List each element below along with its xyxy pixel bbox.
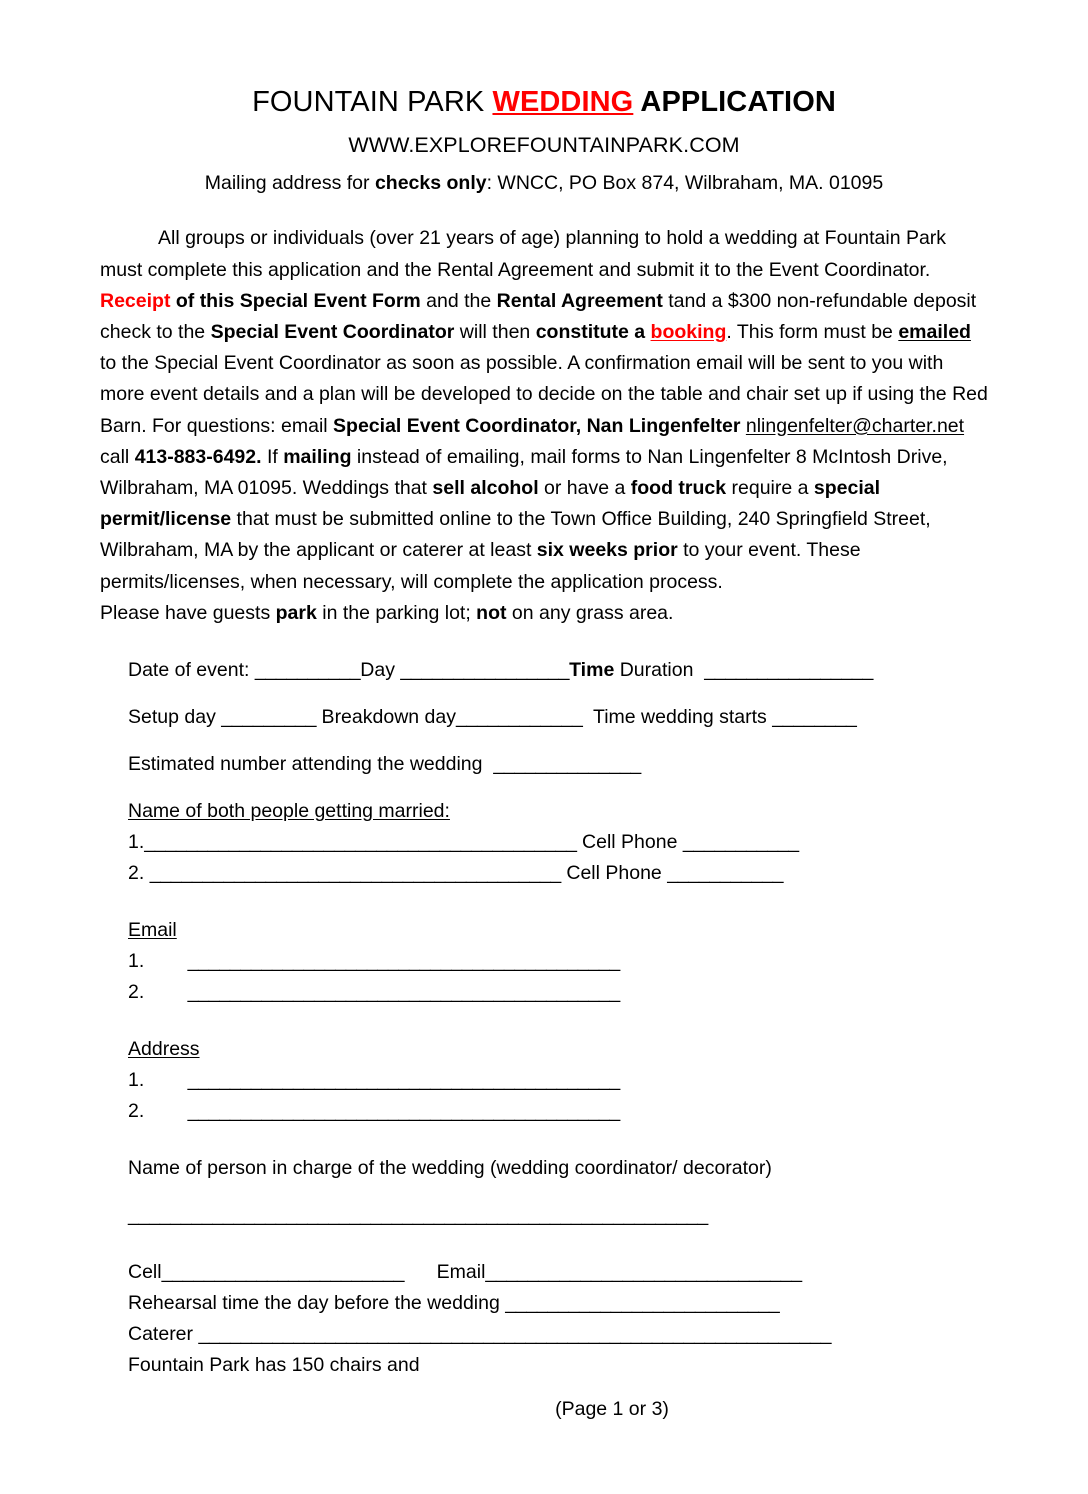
coordinator-phone: 413-883-6492. bbox=[134, 445, 262, 468]
field-date-of-event[interactable] bbox=[128, 655, 1008, 686]
para-s1: All groups or individuals (over 21 years of age) planning to hold a wedding at Fountain Park must complete this application and the Rental Agreement and submit it to the Event Coordinator. bbox=[100, 227, 947, 281]
day-blank[interactable]: ________________ bbox=[400, 658, 570, 681]
para-s8: will then bbox=[454, 320, 536, 343]
cell-phone-1-blank[interactable]: ___________ bbox=[682, 830, 799, 853]
page-title bbox=[0, 86, 1088, 119]
setup-day-label: Setup day bbox=[128, 705, 222, 728]
coordinator-email-link[interactable]: nlingenfelter@charter.net bbox=[745, 414, 965, 437]
email-row-1[interactable] bbox=[128, 946, 1008, 977]
estimated-attendance-label: Estimated number attending the wedding bbox=[128, 752, 494, 775]
email-heading: Email bbox=[128, 918, 177, 941]
title-part-1: FOUNTAIN PARK bbox=[252, 86, 493, 118]
mailing-address-line bbox=[0, 172, 1088, 195]
married-name-row-2[interactable] bbox=[128, 858, 1008, 889]
date-of-event-blank[interactable]: __________ bbox=[254, 658, 361, 681]
para-s20: If bbox=[261, 445, 284, 468]
page-footer bbox=[0, 1398, 1088, 1421]
spacer bbox=[128, 686, 1008, 702]
cell-phone-1-label: Cell Phone bbox=[576, 830, 683, 853]
address-row-1[interactable] bbox=[128, 1065, 1008, 1096]
title-highlight-wedding: WEDDING bbox=[492, 86, 634, 118]
married-name-1-blank[interactable]: _________________________________________ bbox=[144, 830, 577, 853]
row-number: 2. bbox=[128, 1099, 145, 1122]
duration-label: Duration bbox=[614, 658, 705, 681]
para-s6: tand a $300 non-refundable deposit check to the bbox=[100, 289, 977, 343]
email-1-blank[interactable]: _________________________________________ bbox=[187, 949, 620, 972]
para-not-bold: not bbox=[476, 601, 507, 624]
para-s22: instead of emailing, mail forms to Nan Lingenfelter 8 McIntosh Drive, Wilbraham, MA 01095. Weddings that bbox=[100, 445, 948, 499]
row-number: 2. bbox=[128, 980, 145, 1003]
para-s35: on any grass area. bbox=[506, 601, 674, 624]
row-number: 2. bbox=[128, 861, 150, 884]
address-heading: Address bbox=[128, 1037, 200, 1060]
para-emailed-underline: emailed bbox=[898, 320, 971, 343]
row-indent bbox=[144, 950, 187, 972]
row-number: 1. bbox=[128, 1068, 145, 1091]
para-constitute-a: constitute a bbox=[535, 320, 651, 343]
caterer-label: Caterer bbox=[128, 1322, 199, 1345]
email-row-2[interactable] bbox=[128, 977, 1008, 1008]
para-s30: to your event. These permits/licenses, when necessary, will complete the application process. bbox=[100, 539, 861, 593]
row-indent bbox=[144, 1069, 187, 1091]
field-person-in-charge-blank[interactable] bbox=[128, 1200, 1008, 1231]
para-s4: and the bbox=[420, 289, 497, 312]
para-special-event-form: of this Special Event Form bbox=[170, 289, 421, 312]
para-s14: email bbox=[281, 414, 334, 437]
breakdown-day-blank[interactable]: ____________ bbox=[455, 705, 583, 728]
para-s26: require a bbox=[726, 476, 814, 499]
spacer bbox=[128, 1008, 1008, 1034]
line-gap bbox=[404, 1261, 437, 1283]
mailing-bold-checks-only: checks only bbox=[374, 172, 487, 195]
mailing-prefix: Mailing address for bbox=[204, 172, 375, 195]
para-s18: call bbox=[100, 445, 135, 468]
day-label: Day bbox=[360, 658, 401, 681]
para-s13: to the Special Event Coordinator as soon as possible. A confirmation email will be sent to you with more event details and a plan will be developed to decide on the table and chair set up if using the Red Barn. For questions: bbox=[100, 352, 988, 437]
married-name-row-1[interactable] bbox=[128, 827, 1008, 858]
spacer bbox=[128, 733, 1008, 749]
duration-blank[interactable]: ________________ bbox=[704, 658, 873, 681]
spacer bbox=[128, 780, 1008, 796]
para-rental-agreement: Rental Agreement bbox=[496, 289, 663, 312]
married-names-heading: Name of both people getting married: bbox=[128, 799, 450, 822]
section-email bbox=[128, 915, 1008, 1008]
spacer bbox=[128, 1231, 1008, 1257]
estimated-attendance-blank[interactable]: ______________ bbox=[493, 752, 641, 775]
row-number: 1. bbox=[128, 949, 145, 972]
mailing-suffix: : WNCC, PO Box 874, Wilbraham, MA. 01095 bbox=[486, 172, 884, 195]
person-in-charge-label: Name of person in charge of the wedding (wedding coordinator/ decorator) bbox=[128, 1156, 772, 1179]
spacer bbox=[128, 629, 1008, 655]
para-park-bold: park bbox=[275, 601, 317, 624]
para-booking-red-underline: booking bbox=[650, 320, 727, 343]
coordinator-email-blank[interactable]: ______________________________ bbox=[485, 1260, 802, 1283]
field-setup-breakdown[interactable] bbox=[128, 702, 1008, 733]
section-address bbox=[128, 1034, 1008, 1127]
row-indent bbox=[144, 981, 187, 1003]
cell-phone-2-blank[interactable]: ___________ bbox=[667, 861, 784, 884]
field-estimated-attendance[interactable] bbox=[128, 749, 1008, 780]
cell-phone-2-label: Cell Phone bbox=[560, 861, 668, 884]
para-coordinator-name: Special Event Coordinator, Nan Lingenfelter bbox=[333, 414, 741, 437]
para-special-event-coordinator: Special Event Coordinator bbox=[210, 320, 455, 343]
time-label: Time bbox=[569, 658, 615, 681]
coordinator-cell-blank[interactable]: _______________________ bbox=[161, 1260, 405, 1283]
address-row-2[interactable] bbox=[128, 1096, 1008, 1127]
time-wedding-starts-label: Time wedding starts bbox=[582, 705, 773, 728]
website-line: WWW.EXPLOREFOUNTAINPARK.COM bbox=[348, 133, 740, 158]
para-mailing-bold: mailing bbox=[283, 445, 352, 468]
field-rehearsal-time[interactable] bbox=[128, 1288, 1008, 1319]
email-2-blank[interactable]: _________________________________________ bbox=[187, 980, 620, 1003]
instructions-paragraph bbox=[0, 223, 1088, 629]
person-in-charge-blank[interactable]: _______________________________________________________ bbox=[128, 1203, 708, 1226]
para-s31: Please have guests bbox=[100, 601, 276, 624]
title-part-2: APPLICATION bbox=[633, 86, 836, 118]
rehearsal-time-label: Rehearsal time the day before the wedding bbox=[128, 1291, 506, 1314]
application-form bbox=[0, 629, 1088, 1381]
time-wedding-starts-blank[interactable]: ________ bbox=[772, 705, 857, 728]
para-sell-alcohol: sell alcohol bbox=[432, 476, 539, 499]
coordinator-email-label: Email bbox=[436, 1260, 486, 1283]
para-receipt-red: Receipt bbox=[100, 289, 171, 312]
row-number: 1. bbox=[128, 830, 145, 853]
para-s28: that must be submitted online to the Town Office Building, 240 Springfield Street, Wilbraham, MA by the applicant or caterer at least bbox=[100, 508, 931, 562]
setup-day-blank[interactable]: _________ bbox=[221, 705, 317, 728]
breakdown-day-label: Breakdown day bbox=[316, 705, 456, 728]
coordinator-cell-label: Cell bbox=[128, 1260, 162, 1283]
row-indent bbox=[144, 1100, 187, 1122]
para-six-weeks-prior: six weeks prior bbox=[536, 539, 678, 562]
document-page bbox=[0, 86, 1088, 1494]
chairs-note: Fountain Park has 150 chairs and bbox=[128, 1353, 420, 1376]
field-coordinator-cell-email[interactable] bbox=[128, 1257, 1008, 1288]
para-s24: or have a bbox=[538, 476, 631, 499]
spacer bbox=[128, 1184, 1008, 1200]
para-s33: in the parking lot; bbox=[316, 601, 477, 624]
rehearsal-time-blank[interactable]: __________________________ bbox=[505, 1291, 780, 1314]
spacer bbox=[128, 889, 1008, 915]
married-name-2-blank[interactable]: _______________________________________ bbox=[149, 861, 561, 884]
para-food-truck: food truck bbox=[630, 476, 727, 499]
para-special-permit: special permit/license bbox=[100, 476, 881, 531]
page-number-label: (Page 1 or 3) bbox=[555, 1398, 669, 1420]
field-person-in-charge-label bbox=[128, 1153, 1008, 1184]
field-caterer[interactable] bbox=[128, 1319, 1008, 1350]
para-s11: . This form must be bbox=[726, 320, 899, 343]
address-1-blank[interactable]: _________________________________________ bbox=[187, 1068, 620, 1091]
address-2-blank[interactable]: _________________________________________ bbox=[187, 1099, 620, 1122]
date-of-event-label: Date of event: bbox=[128, 658, 255, 681]
section-married-names bbox=[128, 796, 1008, 889]
caterer-blank[interactable]: ____________________________________________________________ bbox=[198, 1322, 832, 1345]
spacer bbox=[128, 1127, 1008, 1153]
